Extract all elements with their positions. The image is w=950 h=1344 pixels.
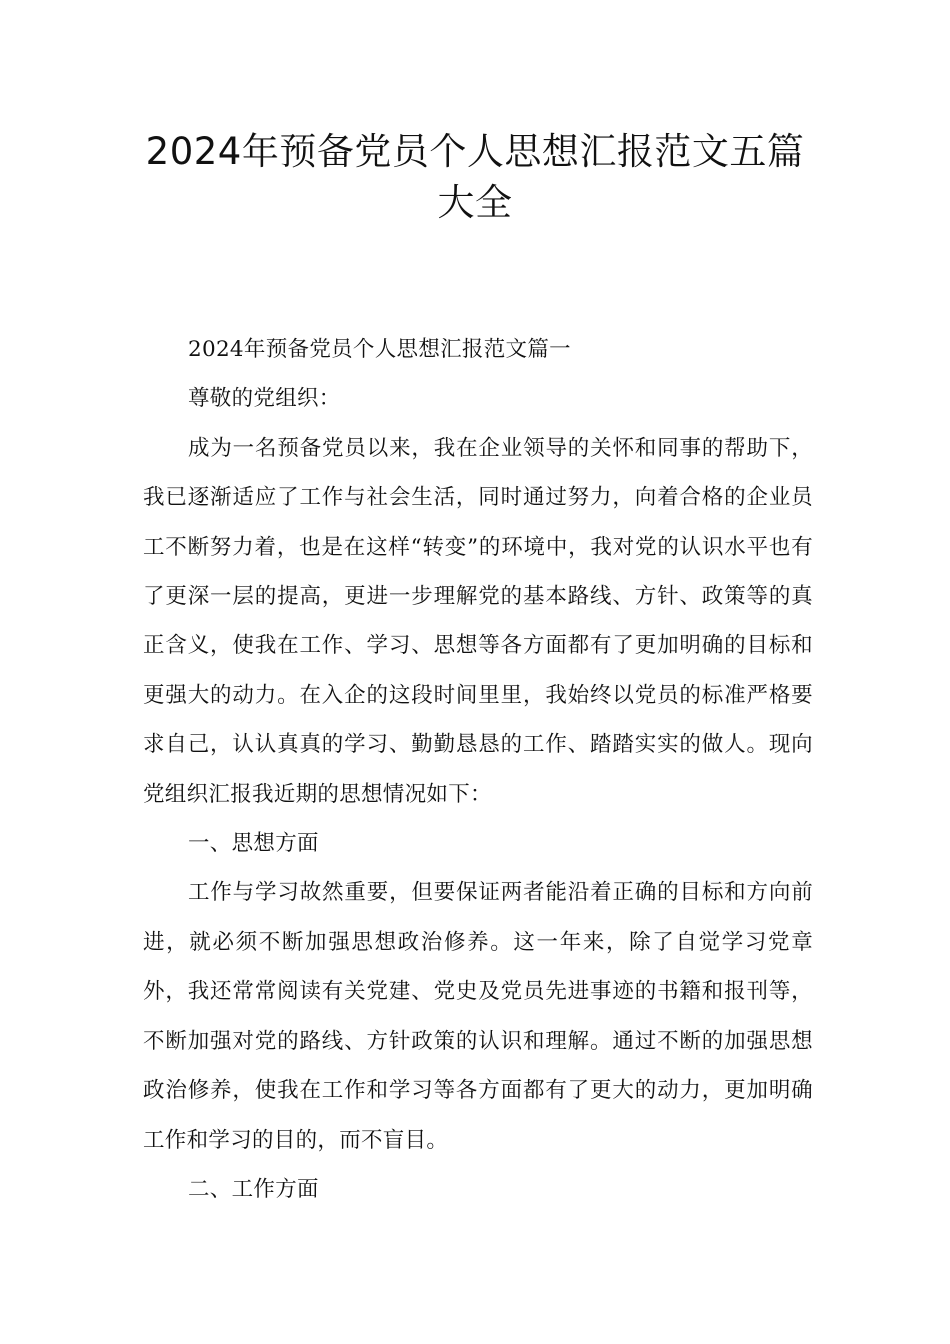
document-title: [0, 126, 950, 228]
salutation: 尊敬的党组织：: [188, 386, 341, 412]
section-heading-part-one: 2024年预备党员个人思想汇报范文篇一: [188, 337, 571, 362]
document-body: [143, 325, 813, 1214]
thought-paragraph: 工作与学习故然重要，但要保证两者能沿着正确的目标和方向前进，就必须不断加强思想政治修养。这一年来，除了自觉学习党章外，我还常常阅读有关党建、党史及党员先进事迹的书籍和报刊等，不断加强对党的路线、方针政策的认识和理解。通过不断的加强思想政治修养，使我在工作和学习等各方面都有了更大的动力，更加明确工作和学习的目的，而不盲目。: [143, 880, 813, 1153]
title-line-1: 2024年预备党员个人思想汇报范文五篇: [145, 130, 805, 173]
intro-paragraph: 成为一名预备党员以来，我在企业领导的关怀和同事的帮助下，我已逐渐适应了工作与社会生活，同时通过努力，向着合格的企业员工不断努力着，也是在这样“转变”的环境中，我对党的认识水平也有了更深一层的提高，更进一步理解党的基本路线、方针、政策等的真正含义，使我在工作、学习、思想等各方面都有了更加明确的目标和更强大的动力。在入企的这段时间里里，我始终以党员的标准严格要求自己，认认真真的学习、勤勤恳恳的工作、踏踏实实的做人。现向党组织汇报我近期的思想情况如下：: [143, 435, 813, 807]
heading-thought: 一、思想方面: [188, 831, 319, 857]
title-line-2: 大全: [437, 181, 513, 224]
heading-work: 二、工作方面: [188, 1176, 319, 1202]
